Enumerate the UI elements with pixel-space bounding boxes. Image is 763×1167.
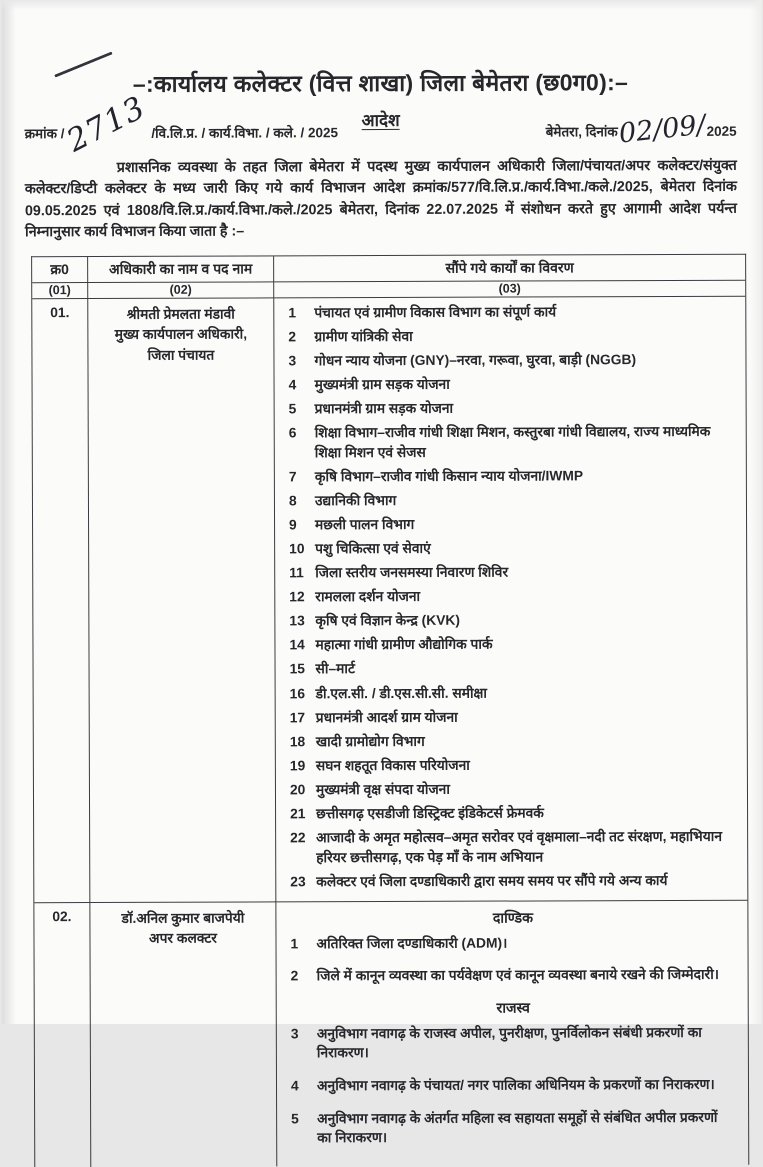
handwritten-date: 02/09/	[616, 109, 707, 150]
officer-name-line: मुख्य कार्यपालन अधिकारी,	[114, 326, 247, 343]
work-item-text: आजादी के अमृत महोत्सव–अमृत सरोवर एवं वृक्षमाला–नदी तट संरक्षण, महाभियान हरियर छत्तीसगढ़, एक पेड़ माँ के नाम अभियान	[315, 828, 722, 865]
work-item-number: 3	[290, 1026, 299, 1042]
work-item-text: पंचायत एवं ग्रामीण विकास विभाग का संपूर्ण कार्य	[313, 304, 556, 320]
work-item-text: कृषि विभाग–राजीव गांधी किसान न्याय योजना/IWMP	[314, 468, 583, 485]
table-subheader-cell: (03)	[274, 280, 745, 298]
work-item-text: रामलला दर्शन योजना	[314, 589, 420, 605]
work-item	[286, 932, 739, 953]
work-item-number: 22	[289, 830, 306, 846]
work-item-text: अतिरिक्त जिला दण्डाधिकारी (ADM)।	[315, 935, 507, 951]
work-item-text: प्रधानमंत्री आदर्श ग्राम योजना	[315, 709, 458, 725]
work-item	[285, 514, 738, 535]
work-item	[285, 610, 738, 631]
work-item-number: 14	[288, 637, 305, 653]
work-item-text: गोधन न्याय योजना (GNY)–नरवा, गरूवा, घुरवा, बाड़ी (NGGB)	[313, 352, 636, 369]
work-item-text: अनुविभाग नवागढ़ के राजस्व अपील, पुनरीक्षण, पुनर्विलोकन संबंधी प्रकरणों का निराकरण।	[316, 1024, 702, 1061]
serial-cell: 01.	[32, 299, 90, 903]
work-item-number: 15	[289, 661, 305, 677]
section-heading: दाण्डिक	[492, 910, 533, 927]
work-item-number: 10	[288, 541, 305, 557]
work-item-text: मुख्यमंत्री ग्राम सड़क योजना	[314, 376, 450, 393]
work-item-text: ग्रामीण यांत्रिकी सेवा	[313, 328, 413, 345]
work-item-number: 7	[288, 469, 297, 485]
work-item-number: 8	[288, 493, 297, 509]
serial-cell: 02.	[34, 903, 91, 1167]
officer-name-cell	[88, 298, 276, 903]
date-year: 2025	[706, 123, 737, 139]
work-item	[286, 827, 739, 868]
work-item	[284, 350, 737, 371]
work-item-text: सी–मार्ट	[315, 661, 355, 677]
work-item	[285, 562, 738, 583]
works-cell	[276, 900, 748, 1166]
table-subheader-cell: (02)	[88, 282, 274, 299]
place-and-date	[545, 109, 737, 150]
table-header-cell: अधिकारी का नाम व पद नाम	[88, 256, 274, 283]
work-item-text: अनुविभाग नवागढ़ के पंचायत/ नगर पालिका अधिनियम के प्रकरणों का निराकरण।	[316, 1076, 715, 1094]
work-item-number: 1	[289, 935, 298, 952]
works-cell	[274, 296, 747, 902]
work-item-number: 17	[289, 709, 305, 725]
work-item-text: जिले में कानून व्यवस्था का पर्यवेक्षण एवं कानून व्यवस्था बनाये रखने की जिम्मेदारी।	[316, 967, 719, 984]
work-item-text: अनुविभाग नवागढ़ के अंतर्गत महिला स्व सहायता समूहों से संबंधित अपील प्रकरणों का निराकरण।	[316, 1109, 718, 1146]
work-item	[284, 326, 737, 347]
work-item-text: कलेक्टर एवं जिला दण्डाधिकारी द्वारा समय समय पर सौंपे गये अन्य कार्य	[315, 872, 668, 889]
work-item	[284, 422, 737, 463]
work-item-text: कृषि एवं विज्ञान केन्द्र (KVK)	[314, 612, 460, 629]
section-heading: राजस्व	[495, 1000, 530, 1017]
work-item-number: 13	[288, 613, 305, 629]
work-item	[286, 870, 739, 891]
work-item-number: 11	[288, 565, 304, 581]
work-item	[284, 302, 737, 323]
work-item-number: 4	[290, 1078, 299, 1094]
work-item	[286, 965, 739, 986]
work-item-number: 21	[289, 806, 305, 822]
reference-number	[24, 89, 338, 160]
work-item-text: शिक्षा विभाग–राजीव गांधी शिक्षा मिशन, कस्तुरबा गांधी विद्यालय, राज्य माध्यमिक शिक्षा मिशन एवं सेजस	[314, 423, 710, 460]
reference-number-prefix: क्रमांक /	[24, 126, 65, 142]
work-item-number: 2	[290, 968, 298, 984]
work-item-number: 20	[289, 782, 305, 798]
work-item	[285, 754, 738, 775]
officer-name-line: डॉ.अनिल कुमार बाजपेयी	[121, 910, 244, 926]
work-item	[285, 658, 738, 679]
work-allocation-table	[31, 253, 749, 1166]
work-item-text: प्रधानमंत्री ग्राम सड़क योजना	[314, 400, 453, 417]
work-item-number: 19	[289, 758, 305, 774]
scanned-document-page	[2, 0, 762, 1146]
work-item-text: मछली पालन विभाग	[314, 516, 414, 533]
work-item-number: 3	[287, 353, 296, 369]
work-item	[284, 490, 737, 511]
work-item-text: डी.एल.सी. / डी.एस.सी.सी. समीक्षा	[315, 685, 487, 701]
reference-number-suffix: /वि.लि.प्र. / कार्य.विभा. / कले. / 2025	[150, 125, 338, 141]
work-item	[284, 398, 737, 419]
work-item-number: 23	[289, 873, 306, 889]
work-item-number: 12	[288, 589, 305, 605]
officer-name-line: अपर कलक्टर	[148, 930, 217, 947]
work-item-text: जिला स्तरीय जनसमस्या निवारण शिविर	[314, 564, 508, 581]
work-item-number: 6	[288, 425, 296, 441]
work-item-text: उद्यानिकी विभाग	[314, 492, 396, 509]
work-item-number: 18	[289, 733, 305, 749]
work-item	[285, 586, 738, 607]
order-heading: आदेश	[361, 110, 400, 131]
work-item-number: 5	[290, 1110, 299, 1126]
work-item	[284, 466, 737, 487]
work-item-number: 9	[288, 517, 297, 533]
work-item-text: महात्मा गांधी ग्रामीण औद्योगिक पार्क	[314, 636, 493, 653]
work-item-number: 1	[287, 305, 296, 321]
officer-name-cell	[90, 902, 277, 1167]
table-header-cell: सौंपे गये कार्यों का विवरण	[274, 254, 745, 282]
place-date-label: बेमेतरा, दिनांक	[545, 124, 618, 140]
work-item-number: 2	[287, 329, 296, 345]
work-item	[286, 1023, 739, 1064]
work-item	[284, 374, 737, 395]
work-item	[285, 779, 738, 800]
work-item-text: सघन शहतूत विकास परियोजना	[315, 757, 470, 773]
work-item	[286, 803, 739, 824]
work-item	[285, 706, 738, 727]
work-item-text: छत्तीसगढ़ एसडीजी डिस्ट्रिक्ट इंडिकेटर्स फ्रेमवर्क	[315, 805, 544, 822]
officer-name-line: श्रीमती प्रेमलता मंडावी	[126, 306, 235, 322]
table-header-cell: क्र0	[32, 257, 88, 283]
officer-name-line: जिला पंचायत	[147, 347, 214, 363]
intro-paragraph: प्रशासनिक व्यवस्था के तहत जिला बेमेतरा में पदस्थ मुख्य कार्यपालन अधिकारी जिला/पंचायत/अपर कलेक्टर/संयुक्त कलेक्टर/डिप्टी कलेक्टर के मध्य जारी किए गये कार्य विभाजन आदेश क्रमांक/577/वि.लि.प्र./कार्य.विभा./कले./2025, बेमेतरा दिनांक 09.05.2025 एवं 1808/वि.लि.प्र./कार्य.विभा./कले./2025 बेमेतरा, दिनांक 22.07.2025 में संशोधन करते हुए आगामी आदेश पर्यन्त निम्नानुसार कार्य विभाजन किया जाता है :–	[24, 157, 737, 241]
work-item	[287, 1107, 740, 1148]
work-item	[286, 1075, 739, 1096]
work-item-text: खादी ग्रामोद्योग विभाग	[315, 733, 425, 749]
work-item-number: 16	[289, 685, 305, 701]
work-item-text: मुख्यमंत्री वृक्ष संपदा योजना	[315, 781, 450, 798]
work-item-number: 4	[288, 377, 296, 393]
work-item	[285, 634, 738, 655]
work-item-text: पशु चिकित्सा एवं सेवाएं	[314, 540, 431, 557]
table-subheader-cell: (01)	[32, 283, 88, 299]
work-item	[285, 730, 738, 751]
work-item	[285, 538, 738, 559]
work-item	[285, 682, 738, 703]
handwritten-serial-number: 2713	[60, 89, 151, 160]
document-title: –:कार्यालय कलेक्टर (वित्त शाखा) जिला बेमेतरा (छ0ग0):–	[132, 69, 628, 97]
work-item-number: 5	[288, 401, 296, 417]
